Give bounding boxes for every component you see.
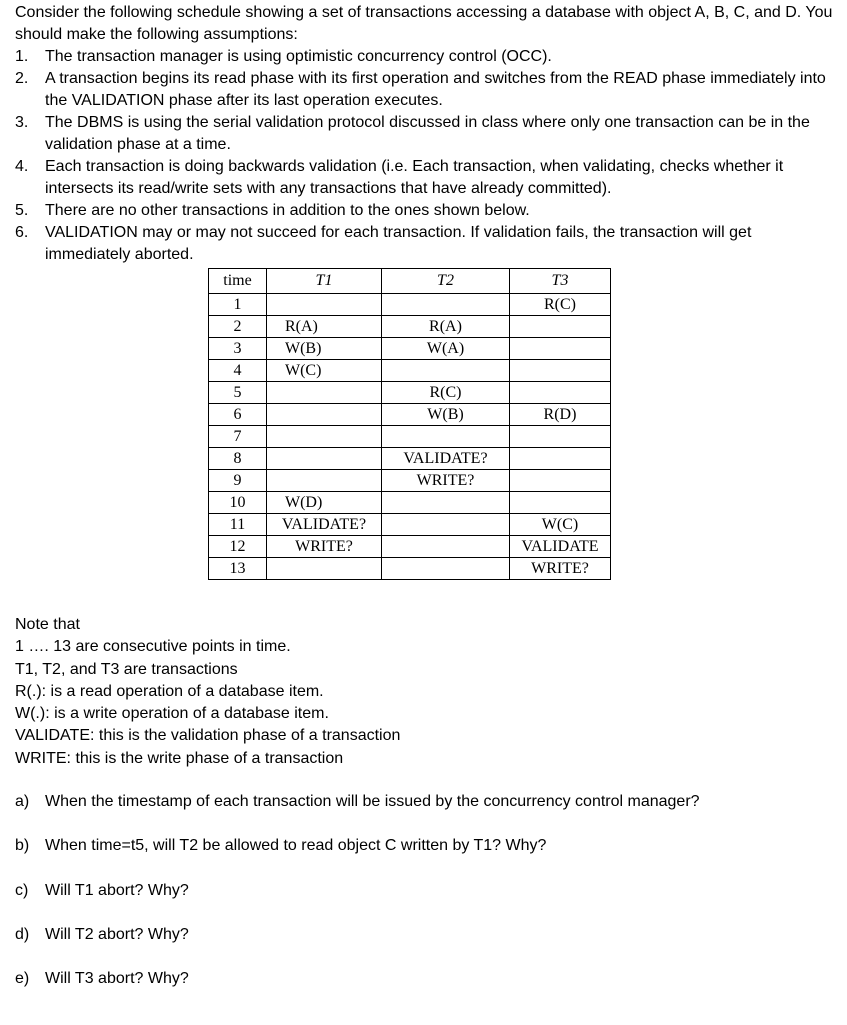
intro-paragraph: Consider the following schedule showing a set of transactions accessing a database with object A, B, C, and D. You should make the following assumptions: — [15, 4, 833, 43]
cell-t3: W(C) — [510, 514, 611, 536]
note-line: 1 …. 13 are consecutive points in time. — [15, 638, 291, 656]
question-text: When the timestamp of each transaction will be issued by the concurrency control manager? — [45, 793, 700, 810]
cell-t2 — [382, 492, 510, 514]
cell-t3: R(C) — [510, 294, 611, 316]
cell-time: 12 — [209, 536, 267, 558]
schedule-row — [209, 470, 611, 492]
question-text: When time=t5, will T2 be allowed to read object C written by T1? Why? — [45, 837, 547, 855]
schedule-row — [209, 338, 611, 360]
cell-t2: W(B) — [382, 404, 510, 426]
cell-t3 — [510, 316, 611, 338]
assumption-text: There are no other transactions in addition to the ones shown below. — [45, 202, 530, 219]
question-label: e) — [15, 970, 30, 988]
cell-t1: W(B) — [267, 338, 382, 360]
cell-t2: VALIDATE? — [382, 448, 510, 470]
question-item — [15, 968, 835, 1012]
question-label: a) — [15, 793, 30, 810]
cell-t3: VALIDATE — [510, 536, 611, 558]
cell-t1: W(C) — [267, 360, 382, 382]
cell-time: 2 — [209, 316, 267, 338]
cell-t2: R(A) — [382, 316, 510, 338]
cell-t1: R(A) — [267, 316, 382, 338]
document — [15, 0, 835, 266]
cell-t2: W(A) — [382, 338, 510, 360]
assumption-number: 3. — [15, 114, 29, 131]
cell-t3 — [510, 426, 611, 448]
cell-t1 — [267, 448, 382, 470]
cell-t2 — [382, 536, 510, 558]
assumption-text: The transaction manager is using optimistic concurrency control (OCC). — [45, 48, 552, 65]
cell-t2 — [382, 558, 510, 580]
cell-t1 — [267, 470, 382, 492]
cell-t3 — [510, 448, 611, 470]
cell-t3 — [510, 338, 611, 360]
assumption-item — [15, 46, 835, 68]
question-label: d) — [15, 925, 30, 943]
question-text: Will T3 abort? Why? — [45, 970, 189, 988]
cell-time: 10 — [209, 492, 267, 514]
assumption-item — [15, 222, 835, 266]
header-t1: T1 — [267, 269, 382, 294]
schedule-table — [208, 268, 611, 580]
schedule-row — [209, 536, 611, 558]
assumption-text: A transaction begins its read phase with its first operation and switches from the READ phase immediately into the VALIDATION phase after its last operation executes. — [45, 70, 826, 109]
cell-t1 — [267, 382, 382, 404]
notes-heading: Note that — [15, 616, 80, 633]
schedule-row — [209, 360, 611, 382]
cell-t1 — [267, 426, 382, 448]
assumption-text: The DBMS is using the serial validation protocol discussed in class where only one transaction can be in the validation phase at a time. — [45, 114, 810, 153]
note-line: W(.): is a write operation of a database item. — [15, 705, 329, 723]
cell-t3 — [510, 360, 611, 382]
cell-t1: VALIDATE? — [267, 514, 382, 536]
header-time: time — [209, 269, 267, 294]
question-item — [15, 835, 835, 879]
schedule-row — [209, 448, 611, 470]
cell-t3 — [510, 492, 611, 514]
cell-t2: WRITE? — [382, 470, 510, 492]
schedule-header-row — [209, 269, 611, 294]
cell-time: 13 — [209, 558, 267, 580]
cell-time: 9 — [209, 470, 267, 492]
schedule-row — [209, 558, 611, 580]
question-text: Will T1 abort? Why? — [45, 881, 189, 899]
schedule-row — [209, 492, 611, 514]
cell-t2 — [382, 514, 510, 536]
schedule-row — [209, 316, 611, 338]
assumption-number: 2. — [15, 70, 29, 87]
assumption-number: 5. — [15, 202, 29, 219]
cell-t1 — [267, 294, 382, 316]
schedule-row — [209, 514, 611, 536]
cell-t3 — [510, 470, 611, 492]
note-line: WRITE: this is the write phase of a transaction — [15, 749, 344, 767]
header-t2: T2 — [382, 269, 510, 294]
question-text: Will T2 abort? Why? — [45, 925, 189, 943]
questions-list — [15, 791, 835, 1012]
cell-time: 6 — [209, 404, 267, 426]
cell-t2 — [382, 426, 510, 448]
cell-t2: R(C) — [382, 382, 510, 404]
question-label: c) — [15, 881, 29, 899]
cell-time: 3 — [209, 338, 267, 360]
cell-time: 8 — [209, 448, 267, 470]
cell-t1 — [267, 404, 382, 426]
header-t3: T3 — [510, 269, 611, 294]
notes-section — [15, 614, 835, 770]
schedule-row — [209, 426, 611, 448]
cell-time: 5 — [209, 382, 267, 404]
question-label: b) — [15, 837, 30, 855]
cell-time: 7 — [209, 426, 267, 448]
cell-t2 — [382, 294, 510, 316]
assumptions-list — [15, 46, 835, 266]
assumption-item — [15, 200, 835, 222]
cell-t1: W(D) — [267, 492, 382, 514]
schedule-body — [209, 294, 611, 580]
cell-time: 1 — [209, 294, 267, 316]
cell-t3 — [510, 382, 611, 404]
assumption-text: VALIDATION may or may not succeed for each transaction. If validation fails, the transaction will get immediately aborted. — [45, 224, 752, 263]
note-line: R(.): is a read operation of a database item. — [15, 682, 324, 700]
note-line: VALIDATE: this is the validation phase of a transaction — [15, 727, 401, 745]
schedule-row — [209, 404, 611, 426]
assumption-item — [15, 68, 835, 112]
assumption-item — [15, 112, 835, 156]
cell-time: 4 — [209, 360, 267, 382]
cell-t3: WRITE? — [510, 558, 611, 580]
cell-t1 — [267, 558, 382, 580]
question-item — [15, 924, 835, 968]
question-item — [15, 791, 835, 835]
assumption-item — [15, 156, 835, 200]
assumption-number: 6. — [15, 224, 29, 241]
schedule-row — [209, 382, 611, 404]
schedule-row — [209, 294, 611, 316]
cell-t1: WRITE? — [267, 536, 382, 558]
cell-t3: R(D) — [510, 404, 611, 426]
question-item — [15, 880, 835, 924]
cell-t2 — [382, 360, 510, 382]
assumption-text: Each transaction is doing backwards validation (i.e. Each transaction, when validating, checks whether it intersects its read/write sets with any transactions that have already committed). — [45, 158, 784, 197]
assumption-number: 4. — [15, 158, 29, 175]
assumption-number: 1. — [15, 48, 29, 65]
note-line: T1, T2, and T3 are transactions — [15, 660, 238, 678]
cell-time: 11 — [209, 514, 267, 536]
